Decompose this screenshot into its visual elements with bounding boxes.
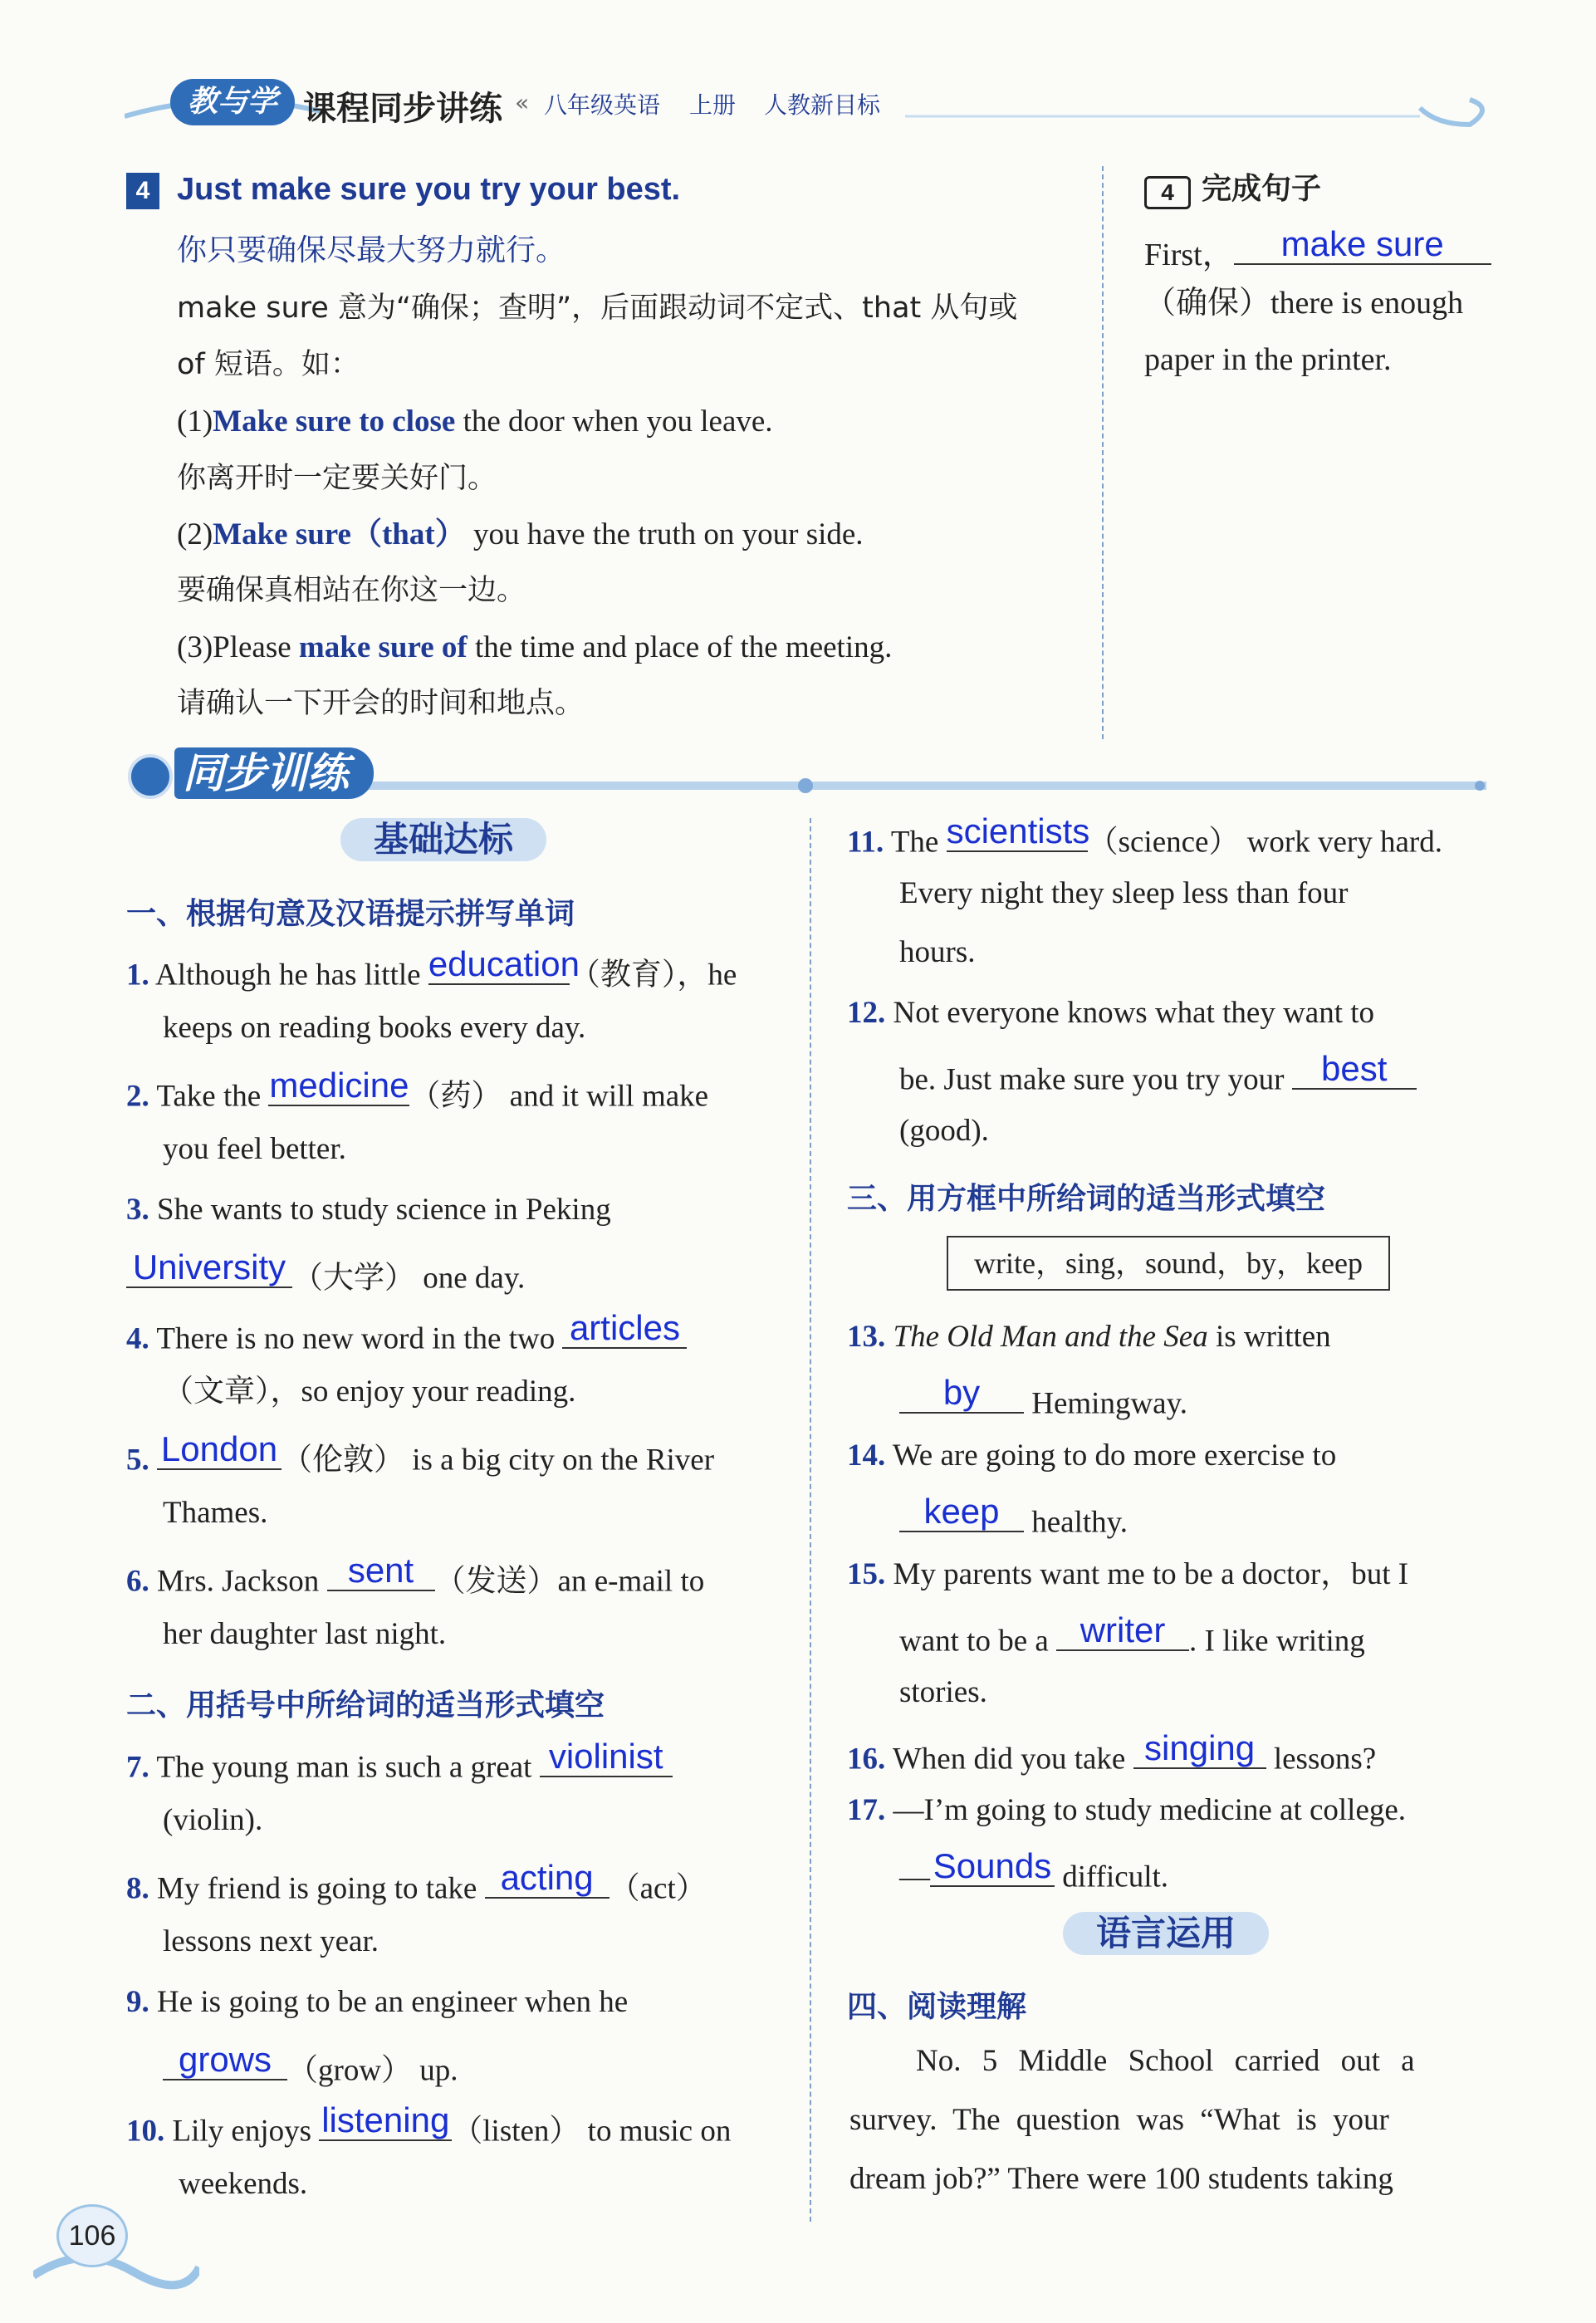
question-13 xyxy=(847,1319,1331,1355)
q17-text: —I’m going to study medicine at college. xyxy=(893,1793,1407,1827)
q6-answer: sent xyxy=(347,1550,414,1590)
q11-answer: scientists xyxy=(946,811,1090,850)
q15-num: 15. xyxy=(847,1557,886,1591)
question-15-line-2 xyxy=(899,1610,1365,1660)
q6-hint: （发送）an e-mail to xyxy=(434,1564,705,1599)
q16-num: 16. xyxy=(847,1742,886,1777)
q2-num: 2. xyxy=(126,1079,149,1114)
page-number: 106 xyxy=(56,2204,128,2267)
q13-num: 13. xyxy=(847,1320,886,1354)
q14-num: 14. xyxy=(847,1438,886,1473)
q10-answer: listening xyxy=(321,2100,450,2139)
q6-num: 6. xyxy=(126,1564,149,1599)
q10-blank xyxy=(319,2100,452,2141)
q1-hint: （教育），he xyxy=(569,958,737,992)
question-10 xyxy=(126,2100,732,2150)
note-example-2 xyxy=(177,517,864,553)
q2-blank xyxy=(268,1065,409,1106)
question-8 xyxy=(126,1857,707,1908)
section-2-title: 二、用括号中所给词的适当形式填空 xyxy=(126,1688,605,1723)
top-divider xyxy=(1102,166,1104,739)
q16-blank xyxy=(1133,1728,1266,1769)
q11-text: The xyxy=(890,825,947,860)
q5-text: （伦敦） is a big city on the River xyxy=(282,1443,715,1478)
q9-num: 9. xyxy=(126,1985,149,2019)
q1-num: 1. xyxy=(126,958,149,992)
q10-num: 10. xyxy=(126,2114,165,2149)
q7-text: The young man is such a great xyxy=(156,1750,540,1785)
q3-hint: （大学） one day. xyxy=(292,1261,526,1296)
q12-answer: best xyxy=(1321,1048,1388,1088)
q7-blank xyxy=(540,1736,673,1777)
q13-text-2: Hemingway. xyxy=(1024,1386,1187,1421)
header-logo: 教与学 xyxy=(170,79,295,125)
header-volume: 上册 xyxy=(689,91,737,119)
question-12-line-2 xyxy=(899,1048,1417,1099)
note-example-3-cn: 请确认一下开会的时间和地点。 xyxy=(177,687,585,720)
section-4-title: 四、阅读理解 xyxy=(847,1990,1027,2024)
q8-hint: （act） xyxy=(609,1871,707,1906)
q17-dash: — xyxy=(899,1860,930,1894)
q4-blank xyxy=(562,1307,687,1349)
q8-text: My friend is going to take xyxy=(157,1871,485,1906)
q7-num: 7. xyxy=(126,1750,149,1785)
ex1-highlight: Make sure to close xyxy=(213,404,456,439)
q17-answer: Sounds xyxy=(933,1845,1052,1885)
note-sentence: Just make sure you try your best. xyxy=(177,172,681,207)
question-11 xyxy=(847,811,1442,861)
q3-answer: University xyxy=(132,1247,286,1286)
question-6 xyxy=(126,1550,705,1600)
q13-text: is written xyxy=(1207,1320,1331,1354)
question-2 xyxy=(126,1065,709,1115)
question-17-line-2 xyxy=(899,1845,1169,1896)
side-answer-blank xyxy=(1234,223,1491,265)
q15-text: My parents want me to be a doctor，but I xyxy=(893,1557,1409,1591)
q16-answer: singing xyxy=(1144,1728,1256,1767)
ex1-rest: the door when you leave. xyxy=(455,404,773,439)
passage-line-3: dream job?” There were 100 students taking xyxy=(849,2162,1393,2196)
q14-blank xyxy=(899,1491,1024,1532)
side-answer: make sure xyxy=(1280,223,1444,263)
q9-hint: （grow） up. xyxy=(287,2053,458,2088)
banner-pencil-icon xyxy=(128,754,173,799)
q13-answer: by xyxy=(942,1372,981,1412)
header-bar xyxy=(125,79,1495,129)
question-3 xyxy=(126,1192,611,1228)
question-15 xyxy=(847,1556,1408,1593)
q14-answer: keep xyxy=(923,1491,1000,1531)
ex2-prefix: (2) xyxy=(177,517,213,551)
note-number-badge: 4 xyxy=(126,173,159,209)
q13-title: The Old Man and the Sea xyxy=(893,1320,1208,1354)
q14-text: We are going to do more exercise to xyxy=(892,1438,1337,1473)
q11-hint: （science） work very hard. xyxy=(1087,825,1442,860)
passage-line-2: survey. The question was “What is your xyxy=(849,2103,1389,2137)
question-15-line-3: stories. xyxy=(899,1675,987,1709)
q3-blank xyxy=(126,1247,292,1288)
section-3-title: 三、用方框中所给词的适当形式填空 xyxy=(847,1182,1326,1216)
q11-num: 11. xyxy=(847,825,884,860)
ex2-highlight: Make sure（that） xyxy=(213,517,466,551)
q3-num: 3. xyxy=(126,1193,149,1227)
q9-answer: grows xyxy=(178,2039,272,2079)
passage-line-1: No. 5 Middle School carried out a xyxy=(916,2044,1415,2078)
question-8-line-2: lessons next year. xyxy=(163,1924,379,1958)
question-14-line-2 xyxy=(899,1491,1128,1541)
question-3-line-2 xyxy=(126,1247,526,1297)
q8-blank xyxy=(485,1857,610,1899)
question-12 xyxy=(847,995,1374,1032)
header-edition: 人教新目标 xyxy=(764,91,881,119)
q13-blank xyxy=(899,1372,1024,1414)
header-grade: 八年级英语 xyxy=(544,91,661,119)
side-line-2: （确保）there is enough xyxy=(1144,286,1464,321)
question-7 xyxy=(126,1736,673,1786)
section-1-title: 一、根据句意及汉语提示拼写单词 xyxy=(126,897,575,931)
q7-answer: violinist xyxy=(548,1736,663,1776)
question-7-line-2: (violin). xyxy=(163,1803,263,1837)
note-example-1 xyxy=(177,404,773,440)
q11-blank xyxy=(946,811,1090,852)
question-9 xyxy=(126,1984,628,2021)
q15-answer: writer xyxy=(1080,1610,1166,1649)
q12-blank xyxy=(1292,1048,1417,1090)
q9-blank xyxy=(163,2039,287,2080)
note-explain-1: make sure 意为“确保；查明”，后面跟动词不定式、that 从句或 xyxy=(177,292,1018,325)
question-16 xyxy=(847,1728,1377,1778)
question-11-line-3: hours. xyxy=(899,935,976,969)
note-example-2-cn: 要确保真相站在你这一边。 xyxy=(177,574,526,607)
header-chevron: « xyxy=(515,89,530,116)
ex1-prefix: (1) xyxy=(177,404,213,439)
q14-text-2: healthy. xyxy=(1024,1505,1128,1540)
ex3-rest: the time and place of the meeting. xyxy=(467,630,893,664)
note-example-1-cn: 你离开时一定要关好门。 xyxy=(177,462,497,495)
q4-num: 4. xyxy=(126,1321,149,1356)
question-9-line-2 xyxy=(163,2039,458,2090)
question-10-line-2: weekends. xyxy=(179,2167,308,2201)
side-number-badge: 4 xyxy=(1144,176,1191,209)
q10-hint: （listen） to music on xyxy=(452,2114,732,2149)
q15-blank xyxy=(1056,1610,1189,1651)
ex3-prefix: (3)Please xyxy=(177,630,299,664)
q5-num: 5. xyxy=(126,1443,149,1478)
q1-answer: education xyxy=(428,943,580,983)
q5-answer: London xyxy=(160,1429,278,1468)
question-4-line-2: （文章），so enjoy your reading. xyxy=(163,1375,576,1409)
word-box: write，sing，sound，by，keep xyxy=(947,1236,1390,1291)
question-13-line-2 xyxy=(899,1372,1187,1423)
q17-num: 17. xyxy=(847,1793,886,1827)
q8-num: 8. xyxy=(126,1871,149,1906)
q12-text: Not everyone knows what they want to xyxy=(893,996,1375,1030)
question-12-line-3: (good). xyxy=(899,1114,989,1148)
question-2-line-2: you feel better. xyxy=(163,1132,346,1166)
q12-text-2: be. Just make sure you try your xyxy=(899,1062,1292,1097)
header-title: 课程同步讲练 xyxy=(303,90,502,128)
q1-blank xyxy=(428,943,580,985)
side-line-1 xyxy=(1144,223,1491,274)
q2-text: Take the xyxy=(156,1079,269,1114)
note-explain-2: of 短语。如： xyxy=(177,348,360,381)
q4-text: There is no new word in the two xyxy=(156,1321,563,1356)
column-divider xyxy=(810,818,811,2222)
q9-text: He is going to be an engineer when he xyxy=(157,1985,629,2019)
q6-text: Mrs. Jackson xyxy=(157,1564,327,1599)
question-14 xyxy=(847,1438,1336,1474)
q12-num: 12. xyxy=(847,996,886,1030)
q5-blank xyxy=(157,1429,282,1470)
question-1 xyxy=(126,943,737,994)
side-line-3: paper in the printer. xyxy=(1144,342,1392,377)
note-translation: 你只要确保尽最大努力就行。 xyxy=(177,233,566,267)
question-4 xyxy=(126,1307,687,1358)
q4-answer: articles xyxy=(569,1307,680,1347)
subtitle-basic: 基础达标 xyxy=(340,818,546,861)
ex2-rest: you have the truth on your side. xyxy=(465,517,864,551)
q17-blank xyxy=(930,1845,1055,1887)
section-banner xyxy=(125,746,1495,804)
side-line1-text: First， xyxy=(1144,237,1234,272)
subtitle-language-use: 语言运用 xyxy=(1063,1912,1269,1955)
q15-text-2: want to be a xyxy=(899,1624,1057,1659)
q8-answer: acting xyxy=(500,1857,594,1897)
q16-text: When did you take xyxy=(892,1742,1133,1777)
question-11-line-2: Every night they sleep less than four xyxy=(899,876,1349,910)
note-example-3 xyxy=(177,630,892,666)
q10-text: Lily enjoys xyxy=(172,2114,320,2149)
question-5 xyxy=(126,1429,715,1479)
q17-text-2: difficult. xyxy=(1055,1860,1169,1894)
banner-title: 同步训练 xyxy=(174,747,374,799)
q2-answer: medicine xyxy=(269,1065,409,1105)
question-6-line-2: her daughter last night. xyxy=(163,1617,447,1651)
question-5-line-2: Thames. xyxy=(163,1496,268,1530)
q1-text: Although he has little xyxy=(154,958,428,992)
q15-text-3: . I like writing xyxy=(1189,1624,1365,1659)
question-1-line-2: keeps on reading books every day. xyxy=(163,1011,586,1045)
q3-text: She wants to study science in Peking xyxy=(157,1193,611,1227)
question-17 xyxy=(847,1792,1406,1829)
side-title: 完成句子 xyxy=(1202,172,1322,206)
ex3-highlight: make sure of xyxy=(298,630,468,664)
q6-blank xyxy=(327,1550,435,1591)
q2-hint: （药） and it will make xyxy=(409,1079,709,1114)
q16-text-2: lessons? xyxy=(1266,1742,1377,1777)
